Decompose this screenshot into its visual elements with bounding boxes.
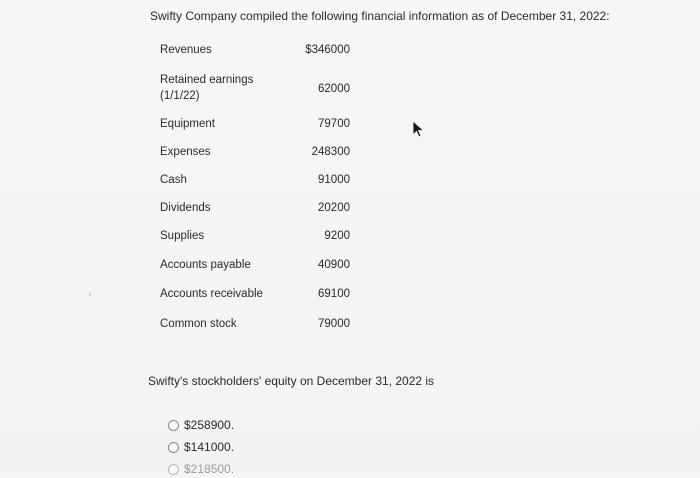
item-label: Dividends [160, 202, 211, 214]
item-label: Common stock [160, 318, 237, 330]
item-value: 79700 [318, 118, 350, 130]
radio-button[interactable] [168, 420, 179, 431]
item-label: Accounts payable [160, 259, 251, 271]
item-label: Accounts receivable [160, 288, 263, 300]
item-value: 40900 [318, 259, 350, 271]
item-label: Expenses [160, 146, 211, 158]
question-text: Swifty's stockholders' equity on December 31, 2022 is [148, 374, 435, 388]
item-value: 62000 [318, 83, 350, 95]
radio-button[interactable] [168, 442, 179, 453]
item-value: 91000 [318, 174, 350, 186]
item-label: Retained earnings (1/1/22) [160, 74, 254, 102]
item-value: 20200 [318, 202, 350, 214]
item-value: 248300 [311, 146, 350, 158]
item-label: Supplies [160, 230, 205, 242]
mouse-cursor-icon [412, 120, 426, 138]
item-value: 79000 [318, 318, 350, 330]
option-label: $258900. [184, 418, 235, 432]
option-label: $141000. [184, 440, 235, 454]
item-value: $346000 [305, 44, 350, 56]
intro-text: Swifty Company compiled the following financial information as of December 31, 2022: [150, 9, 610, 23]
item-value: 69100 [318, 288, 350, 300]
item-label: Equipment [160, 118, 215, 130]
item-value: 9200 [324, 230, 350, 242]
radio-button[interactable] [168, 464, 179, 475]
option-label: $218500. [184, 462, 235, 476]
item-label: Revenues [160, 44, 212, 56]
decorative-mark [89, 292, 91, 296]
item-label: Cash [160, 174, 187, 186]
